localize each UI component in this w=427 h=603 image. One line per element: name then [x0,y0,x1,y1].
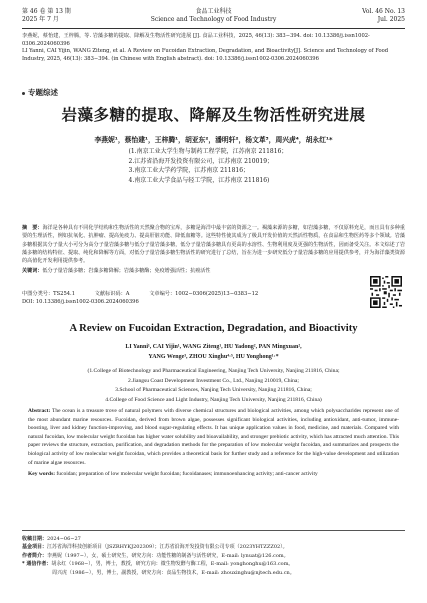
affiliation-zh-3: 3.南京工业大学药学院，江苏南京 211816； [128,167,250,175]
abstract-zh [22,224,405,276]
citation-en: LI Yanni, CAI Yijin, WANG Ziteng, et al. A Review on Fucoidan Extraction, Degradation, and Bioactivity[J]. Science and Technology of Food Industry, 2025, 46(13): 383−394. (in Chinese with English abstract). doi: 10.13386/j.issn1002-0306.2024060396 [22,48,389,62]
clc-number: 中图分类号：TS254.1 [22,291,75,297]
running-header [22,6,405,29]
keywords-zh: 低分子量岩藻多糖；岩藻多糖降解；岩藻多糖酶；免疫增强活性；抗癌活性 [42,268,211,275]
journal-name-en: Science and Technology of Food Industry [150,16,277,23]
title-en: A Review on Fucoidan Extraction, Degradation, and Bioactivity [69,323,358,334]
doi: DOI: 10.13386/j.issn1002-0306.2024060396 [22,299,139,305]
volume-issue-en: Vol. 46 No. 13 [362,8,405,15]
abstract-en-text: The ocean is a treasure trove of natural polymers with diverse chemical structures and biological activities, among which polysaccharides represent one of the most abundant marine resources. Fucoidan, derived from brown algae, possesses significant biological activities, including antioxidant, anti-tumor, immune-boosting, liver and kidney function-improving, and blood sugar-regulating effects. It has unique application values in food, medicine, and materials. Compared with natural fucoidan, low molecular weight fucoidan has higher water solubility and bioavailability, and stronger prebiotic activity, which has attracted much attention. This paper reviews the structure, extraction, purification, and degradation methods for the preparation of low molecular weight fucoidan, and summarizes and prospects the biological activity of low molecular weight fucoidan, which provides a theoretical basis for further study and a reference for the high-value development and utilization of marine algae resources. [28,408,400,466]
affiliations-en [0,367,427,405]
authors-zh: 李燕妮¹，蔡怡建¹，王梓腾¹，胡亚东²，潘明轩²，杨文革³，周兴虎⁴，胡永红¹* [94,136,333,144]
authors-en-line-1: LI Yanni¹, CAI Yijin¹, WANG Ziteng¹, HU Yadong², PAN Mingxuan², [125,344,302,350]
footnotes [22,530,405,577]
authors-en [0,342,427,362]
title-zh: 岩藻多糖的提取、降解及生物活性研究进展 [61,106,366,124]
affiliation-en-4: 4.College of Food Science and Light Industry, Nanjing Tech University, Nanjing 211816, China) [105,396,322,403]
received-date: 2024−06−27 [47,536,81,542]
abstract-zh-label: 摘 要： [22,225,43,231]
corresponding-label: * 通信作者： [22,561,52,568]
column-tag [22,87,58,98]
authors-en-line-2: YANG Wenge³, ZHOU Xinghu⁴·⁵, HU Yonghong¹·* [148,354,279,360]
date-en: Jul. 2025 [377,16,405,23]
affiliation-zh-2: 2.江苏省沿海开发投资有限公司，江苏南京 210019； [128,157,274,165]
abstract-en-label: Abstract: [28,408,51,414]
bullet-icon [22,92,25,95]
affiliation-en-1: (1.College of Biotechnology and Pharmaceutical Engineering, Nanjing Tech University, Nanjing 211816, China; [87,368,340,374]
journal-name-zh: 食品工业科技 [195,8,232,15]
column-tag-label: 专题综述 [28,88,58,97]
citation-block [22,33,405,63]
fund-text: 江苏省海洋科技创新项目（JSZRHYKJ202309）；江苏省沿海开发投资有限公司专项（2023YHTZZZ02）。 [47,544,288,551]
author-bio-label: 作者简介： [22,552,48,559]
affiliation-en-2: 2.Jiangsu Coast Development Investment Co., Ltd., Nanjing 210019, China; [128,377,299,384]
abstract-zh-text: 海洋是各种具有不同化学结构和生物活性的天然聚合物的宝库，多糖是海洋中最丰富的资源之一。褐藻来源的多糖，如岩藻多糖，不仅原料充足，而且具有多种重要的生理活性，例如抗氧化、抗肿瘤、提高免疫力、提高肝脏功能、降低血糖等。这些特性使其成为了极具开发价值的天然活性物质，在食品和生物医药等多个领域。岩藻多糖根据其分子量大小可分为高分子量岩藻多糖与低分子量岩藻多糖，低分子量岩藻多糖具有更高的水溶性、生物利用度及更强的生物活性，因而备受关注。本文综述了岩藻多糖的结构特征、提取、纯化和降解等方面，对低分子量岩藻多糖生物活性的研究进行了总结，旨在为进一步研究低分子量岩藻多糖的应用提供参考，并为海洋藻类资源的高值化开发利用提供参考。 [22,225,405,265]
qr-code-icon [370,276,402,308]
received-label: 收稿日期： [22,536,48,542]
affiliations-zh [0,147,427,185]
keywords-en: fucoidan; preparation of low molecular weight fucoidan; fucoidanases; immunoenhancing activity; anti-cancer activity [56,471,318,478]
corresponding-author-1: 胡永红（1968−），男，博士，教授，研究方向：微生物发酵与酶工程，E-mail: yonghonghu@163.com。 [51,561,294,568]
article-number: 文章编号：1002−0306(2025)13−0383−12 [149,291,259,297]
fund-label: 基金项目： [22,544,48,551]
volume-issue-zh: 第 46 卷 第 13 期 [22,8,71,15]
citation-zh: 李燕妮，蔡怡建，王梓腾，等. 岩藻多糖的提取、降解及生物活性研究进展 [J]. 食品工业科技，2025, 46(13): 383−394. doi: 10.13386/j.issn1002-0306.2024060396 [22,33,370,47]
affiliation-zh-4: 4.南京工业大学食品与轻工学院，江苏南京 211816) [128,176,270,184]
document-code: 文献标识码：A [94,291,130,297]
author-bio: 李燕妮（1997−），女，硕士研究生，研究方向：功能性糖的制备与活性研究，E-mail: lynuat@126.com。 [47,552,289,559]
keywords-zh-label: 关键词： [22,268,43,275]
affiliation-zh-1: (1.南京工业大学生物与制药工程学院，江苏南京 211816； [128,148,288,155]
header-center [22,8,405,24]
classification-meta [22,290,362,306]
header-right [362,8,405,24]
date-zh: 2025 年 7 月 [22,16,59,23]
affiliation-en-3: 3.School of Pharmaceutical Sciences, Nanjing Tech University, Nanjing 211816, China; [115,387,312,393]
corresponding-author-2: 周兴虎（1986−），男，博士，副教授，研究方向：食品生物技术，E-mail: zhouxinghu@njtech.edu.cn。 [52,569,295,576]
abstract-en [28,407,399,479]
keywords-en-label: Key words: [28,471,56,478]
